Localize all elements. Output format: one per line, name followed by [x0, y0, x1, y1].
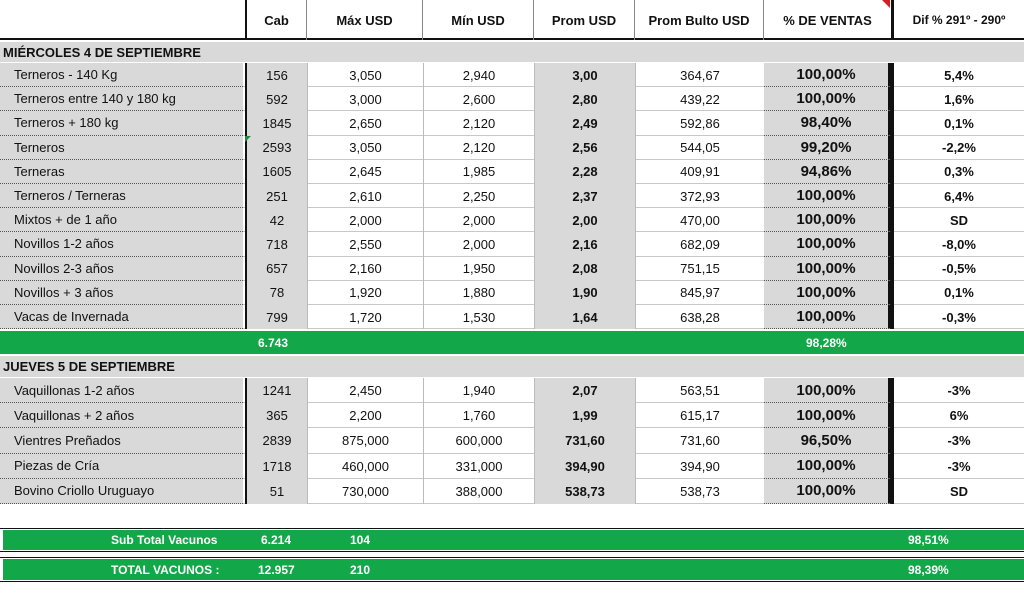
cell-label: Novillos 2-3 años — [0, 257, 243, 281]
cell-max: 3,000 — [307, 87, 423, 111]
cell-min: 600,000 — [423, 428, 534, 453]
col-header-prom: Prom USD — [534, 0, 635, 40]
cell-cab: 2839 — [245, 428, 307, 453]
section1-rows — [0, 63, 1024, 330]
total-cab: 12.957 — [258, 562, 295, 577]
subtotal-cab: 6.214 — [261, 533, 292, 547]
cell-prom: 538,73 — [534, 479, 635, 504]
cell-min: 2,600 — [423, 87, 534, 111]
cell-bulto: 563,51 — [635, 378, 764, 403]
cell-ventas: 100,00% — [764, 403, 891, 428]
cell-max: 2,645 — [307, 160, 423, 184]
cell-max: 3,050 — [307, 63, 423, 87]
subtotal-label: Sub Total Vacunos — [111, 533, 218, 547]
cell-label: Terneras — [0, 160, 243, 184]
cell-cab: 156 — [245, 63, 307, 87]
cell-prom: 2,56 — [534, 136, 635, 160]
cell-ventas: 99,20% — [764, 136, 891, 160]
table-row — [0, 378, 1024, 403]
cell-prom: 3,00 — [534, 63, 635, 87]
cell-ventas: 96,50% — [764, 428, 891, 453]
cell-dif: 6,4% — [891, 184, 1024, 208]
cell-dif: -3% — [891, 454, 1024, 479]
cell-min: 1,760 — [423, 403, 534, 428]
cell-prom: 2,49 — [534, 111, 635, 135]
total-max: 210 — [350, 562, 371, 577]
col-header-min: Mín USD — [423, 0, 534, 40]
cell-max: 2,450 — [307, 378, 423, 403]
col-header-max: Máx USD — [307, 0, 423, 40]
section-title-wednesday: MIÉRCOLES 4 DE SEPTIEMBRE — [0, 42, 1024, 62]
cell-bulto: 409,91 — [635, 160, 764, 184]
cell-ventas: 100,00% — [764, 232, 891, 256]
cell-bulto: 470,00 — [635, 208, 764, 232]
cell-prom: 2,00 — [534, 208, 635, 232]
cell-min: 2,250 — [423, 184, 534, 208]
cell-ventas: 100,00% — [764, 281, 891, 305]
cell-prom: 1,64 — [534, 305, 635, 329]
cell-ventas: 100,00% — [764, 454, 891, 479]
cell-max: 1,920 — [307, 281, 423, 305]
cell-label: Terneros entre 140 y 180 kg — [0, 87, 243, 111]
table-row — [0, 160, 1024, 184]
cell-dif: -0,3% — [891, 305, 1024, 329]
col-header-cab: Cab — [245, 0, 307, 40]
cell-bulto: 731,60 — [635, 428, 764, 453]
cell-bulto: 439,22 — [635, 87, 764, 111]
cell-max: 1,720 — [307, 305, 423, 329]
cell-dif: 0,3% — [891, 160, 1024, 184]
cell-max: 460,000 — [307, 454, 423, 479]
cell-cab: 799 — [245, 305, 307, 329]
section1-total-ventas: 98,28% — [806, 335, 847, 350]
cell-cab: 78 — [245, 281, 307, 305]
cell-dif: SD — [891, 479, 1024, 504]
col-header-dif: Dif % 291º - 290º — [891, 0, 1024, 40]
subtotal-max: 104 — [350, 533, 371, 547]
cell-label: Vacas de Invernada — [0, 305, 243, 329]
cell-dif: -2,2% — [891, 136, 1024, 160]
cell-max: 730,000 — [307, 479, 423, 504]
cell-ventas: 100,00% — [764, 257, 891, 281]
red-corner-marker-icon — [882, 0, 890, 8]
cell-min: 2,000 — [423, 208, 534, 232]
table-row — [0, 136, 1024, 160]
cell-dif: 1,6% — [891, 87, 1024, 111]
table-row — [0, 281, 1024, 305]
cell-dif: 5,4% — [891, 63, 1024, 87]
col-header-bulto: Prom Bulto USD — [635, 0, 764, 40]
cell-prom: 2,16 — [534, 232, 635, 256]
cell-bulto: 682,09 — [635, 232, 764, 256]
table-row — [0, 232, 1024, 256]
cell-bulto: 615,17 — [635, 403, 764, 428]
cell-label: Novillos 1-2 años — [0, 232, 243, 256]
cell-ventas: 100,00% — [764, 479, 891, 504]
cell-dif: -8,0% — [891, 232, 1024, 256]
cell-min: 1,950 — [423, 257, 534, 281]
cell-dif: 0,1% — [891, 281, 1024, 305]
cell-ventas: 100,00% — [764, 184, 891, 208]
cell-ventas: 94,86% — [764, 160, 891, 184]
cell-bulto: 364,67 — [635, 63, 764, 87]
cell-cab: 1241 — [245, 378, 307, 403]
table-row — [0, 454, 1024, 479]
cell-prom: 2,37 — [534, 184, 635, 208]
col-header-ventas: % DE VENTAS — [783, 12, 872, 28]
cell-bulto: 394,90 — [635, 454, 764, 479]
cell-bulto: 372,93 — [635, 184, 764, 208]
table-row — [0, 428, 1024, 453]
cell-prom: 731,60 — [534, 428, 635, 453]
cell-ventas: 100,00% — [764, 378, 891, 403]
cell-prom: 2,07 — [534, 378, 635, 403]
cell-label: Mixtos + de 1 año — [0, 208, 243, 232]
cell-max: 2,550 — [307, 232, 423, 256]
cell-min: 1,530 — [423, 305, 534, 329]
cell-dif: 0,1% — [891, 111, 1024, 135]
cell-max: 2,000 — [307, 208, 423, 232]
cell-prom: 394,90 — [534, 454, 635, 479]
cell-dif: SD — [891, 208, 1024, 232]
table-row — [0, 257, 1024, 281]
section1-total-cab: 6.743 — [258, 335, 289, 350]
cell-label: Terneros — [0, 136, 243, 160]
cell-label: Vaquillonas + 2 años — [0, 403, 243, 428]
cell-max: 875,000 — [307, 428, 423, 453]
table-row — [0, 111, 1024, 135]
cell-label: Terneros + 180 kg — [0, 111, 243, 135]
cell-cab: 42 — [245, 208, 307, 232]
cell-label: Bovino Criollo Uruguayo — [0, 479, 243, 504]
cell-max: 2,200 — [307, 403, 423, 428]
cell-max: 3,050 — [307, 136, 423, 160]
cell-min: 2,000 — [423, 232, 534, 256]
cell-bulto: 845,97 — [635, 281, 764, 305]
table-row — [0, 479, 1024, 504]
cell-min: 1,985 — [423, 160, 534, 184]
cell-cab: 2593 — [245, 136, 307, 160]
cell-bulto: 538,73 — [635, 479, 764, 504]
cell-min: 2,940 — [423, 63, 534, 87]
cell-dif: -0,5% — [891, 257, 1024, 281]
cell-prom: 2,28 — [534, 160, 635, 184]
cell-ventas: 100,00% — [764, 63, 891, 87]
cell-cab: 1605 — [245, 160, 307, 184]
section1-total-bar — [0, 331, 1024, 354]
cell-dif: -3% — [891, 378, 1024, 403]
cell-label: Novillos + 3 años — [0, 281, 243, 305]
table-row — [0, 63, 1024, 87]
cell-cab: 1718 — [245, 454, 307, 479]
table-row — [0, 305, 1024, 329]
cell-max: 2,610 — [307, 184, 423, 208]
cell-label: Vaquillonas 1-2 años — [0, 378, 243, 403]
cell-min: 2,120 — [423, 111, 534, 135]
subtotal-ventas: 98,51% — [908, 533, 949, 547]
comment-marker-icon — [245, 136, 251, 142]
cell-cab: 718 — [245, 232, 307, 256]
cell-label: Vientres Preñados — [0, 428, 243, 453]
total-ventas: 98,39% — [908, 562, 949, 577]
table-row — [0, 403, 1024, 428]
cell-bulto: 544,05 — [635, 136, 764, 160]
cell-ventas: 100,00% — [764, 305, 891, 329]
cell-bulto: 592,86 — [635, 111, 764, 135]
table-row — [0, 87, 1024, 111]
cell-dif: 6% — [891, 403, 1024, 428]
cell-prom: 2,80 — [534, 87, 635, 111]
cell-min: 331,000 — [423, 454, 534, 479]
cell-label: Terneros - 140 Kg — [0, 63, 243, 87]
cell-label: Piezas de Cría — [0, 454, 243, 479]
total-label: TOTAL VACUNOS : — [111, 562, 220, 577]
cell-cab: 51 — [245, 479, 307, 504]
cell-prom: 1,99 — [534, 403, 635, 428]
cell-cab: 1845 — [245, 111, 307, 135]
cell-min: 2,120 — [423, 136, 534, 160]
table-row — [0, 208, 1024, 232]
cell-min: 1,940 — [423, 378, 534, 403]
section2-rows — [0, 378, 1024, 504]
cell-cab: 251 — [245, 184, 307, 208]
section-title-thursday: JUEVES 5 DE SEPTIEMBRE — [0, 356, 1024, 377]
cell-cab: 657 — [245, 257, 307, 281]
header-row — [0, 0, 1024, 40]
cell-prom: 1,90 — [534, 281, 635, 305]
table-row — [0, 184, 1024, 208]
cell-prom: 2,08 — [534, 257, 635, 281]
cell-cab: 365 — [245, 403, 307, 428]
cell-dif: -3% — [891, 428, 1024, 453]
cell-ventas: 100,00% — [764, 87, 891, 111]
cell-ventas: 98,40% — [764, 111, 891, 135]
total-bar — [3, 559, 1024, 580]
cell-bulto: 638,28 — [635, 305, 764, 329]
subtotal-bar — [3, 530, 1024, 550]
cell-ventas: 100,00% — [764, 208, 891, 232]
cell-label: Terneros / Terneras — [0, 184, 243, 208]
cell-min: 1,880 — [423, 281, 534, 305]
cell-max: 2,160 — [307, 257, 423, 281]
cell-bulto: 751,15 — [635, 257, 764, 281]
cell-cab: 592 — [245, 87, 307, 111]
cell-max: 2,650 — [307, 111, 423, 135]
cell-min: 388,000 — [423, 479, 534, 504]
